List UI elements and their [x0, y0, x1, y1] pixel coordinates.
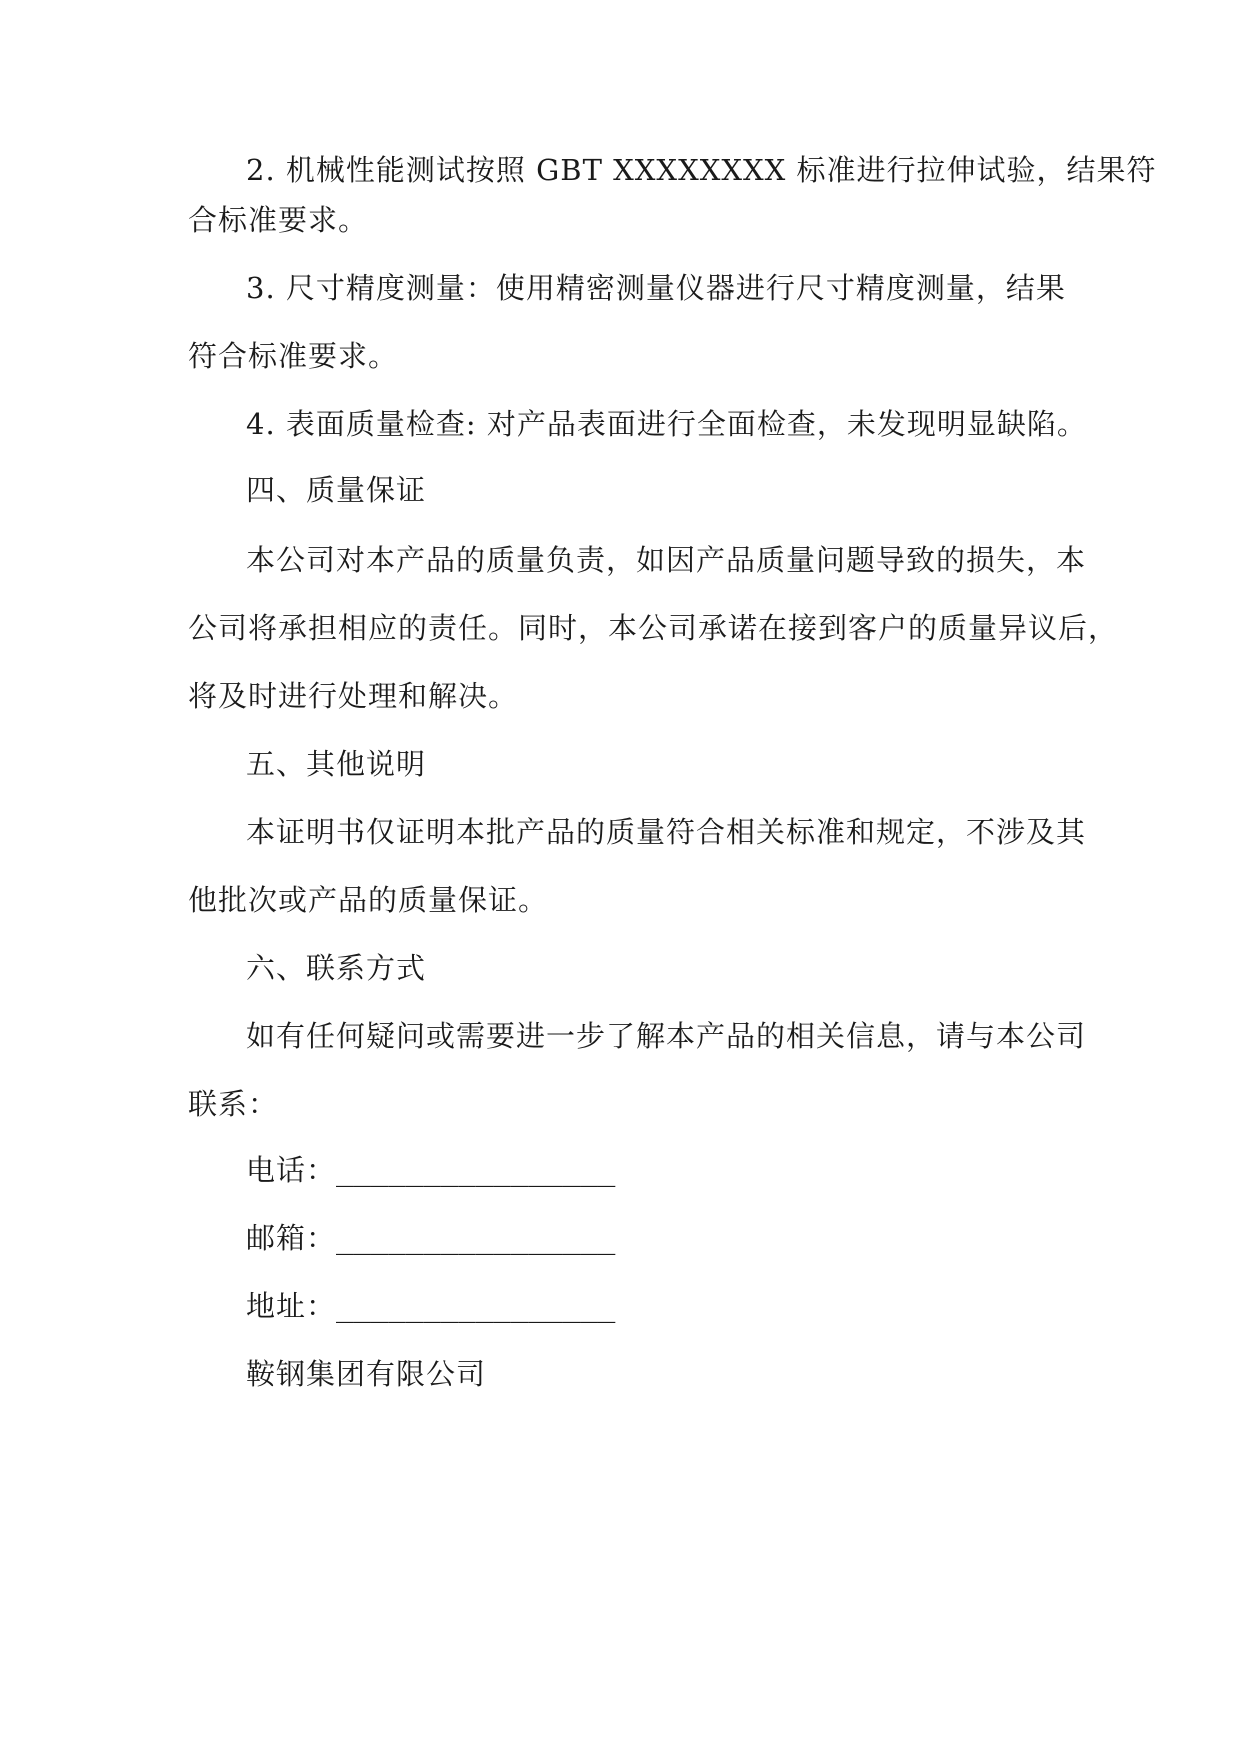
address-label: 地址：	[246, 1289, 337, 1323]
section5-heading: 五、其他说明	[246, 747, 427, 781]
item3-line2: 符合标准要求。	[188, 339, 399, 373]
item4-line1: 4. 表面质量检查: 对产品表面进行全面检查，未发现明显缺陷。	[246, 407, 1087, 441]
section5-line2: 他批次或产品的质量保证。	[188, 883, 549, 917]
item2-line1: 2. 机械性能测试按照 GBT XXXXXXXX 标准进行拉伸试验，结果符	[246, 153, 1157, 187]
phone-row	[246, 1150, 1058, 1190]
section5-line1: 本证明书仅证明本批产品的质量符合相关标准和规定，不涉及其	[246, 815, 1087, 849]
email-blank: ________________	[336, 1221, 616, 1255]
item3-line1: 3. 尺寸精度测量：使用精密测量仪器进行尺寸精度测量，结果	[246, 271, 1066, 305]
section6-line1: 如有任何疑问或需要进一步了解本产品的相关信息，请与本公司	[246, 1019, 1087, 1053]
phone-label: 电话：	[246, 1153, 337, 1187]
section4-line3: 将及时进行处理和解决。	[188, 679, 519, 713]
company-name: 鞍钢集团有限公司	[246, 1357, 487, 1391]
address-row	[246, 1286, 1058, 1326]
email-label: 邮箱：	[246, 1221, 337, 1255]
email-row	[246, 1218, 1058, 1258]
section6-line2: 联系：	[188, 1087, 279, 1121]
section4-heading: 四、质量保证	[246, 473, 427, 507]
item2-line2: 合标准要求。	[188, 203, 369, 237]
phone-blank: ________________	[336, 1153, 616, 1187]
section6-heading: 六、联系方式	[246, 951, 427, 985]
section4-line2: 公司将承担相应的责任。同时，本公司承诺在接到客户的质量异议后，	[188, 611, 1119, 645]
section4-line1: 本公司对本产品的质量负责，如因产品质量问题导致的损失，本	[246, 543, 1087, 577]
address-blank: ________________	[336, 1289, 616, 1323]
